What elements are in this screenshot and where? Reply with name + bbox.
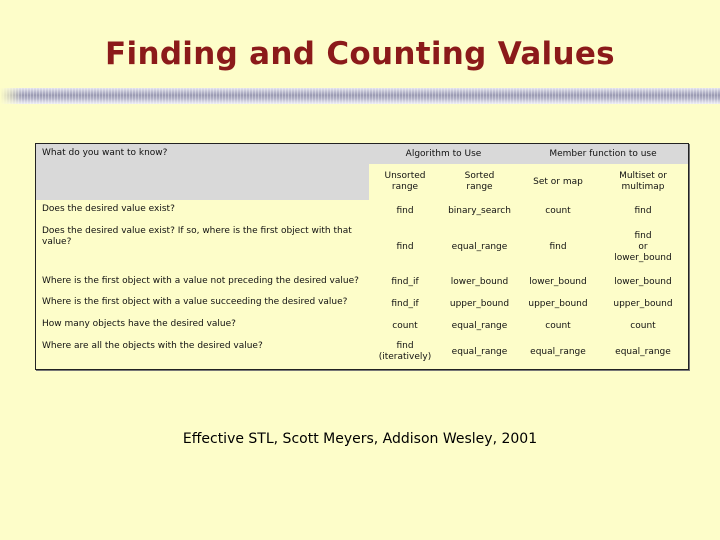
subheader-line: Unsorted bbox=[384, 171, 426, 181]
answer-cell bbox=[369, 337, 441, 367]
citation-footer: Effective STL, Scott Meyers, Addison Wesley, 2001 bbox=[182, 431, 538, 447]
answer-cell bbox=[369, 293, 441, 315]
slide-title: Finding and Counting Values bbox=[105, 36, 615, 72]
answer-cell bbox=[518, 315, 598, 337]
answer-line: find bbox=[396, 241, 414, 252]
answer-cell bbox=[441, 272, 518, 293]
question-cell: Does the desired value exist? bbox=[42, 204, 175, 214]
answer-cell bbox=[598, 337, 688, 367]
subheader-line: Sorted bbox=[464, 171, 495, 181]
answer-cell bbox=[518, 337, 598, 367]
answer-cell bbox=[441, 222, 518, 272]
answer-line: find_if bbox=[391, 298, 419, 309]
answer-line: count bbox=[545, 205, 571, 216]
answer-cell bbox=[598, 272, 688, 293]
subheader-cell bbox=[441, 164, 518, 200]
answer-line: upper_bound bbox=[449, 298, 510, 309]
table-row bbox=[36, 315, 688, 337]
table-row bbox=[36, 272, 688, 293]
answer-cell bbox=[441, 293, 518, 315]
table-row bbox=[36, 293, 688, 315]
answer-line: upper_bound bbox=[528, 298, 588, 309]
answer-cell bbox=[518, 272, 598, 293]
answer-line: find bbox=[396, 205, 414, 216]
answer-cell bbox=[598, 315, 688, 337]
answer-line: lower_bound bbox=[614, 252, 672, 263]
subheader-line: multimap bbox=[621, 182, 665, 192]
answer-cell bbox=[369, 315, 441, 337]
answer-cell bbox=[441, 200, 518, 222]
answer-cell bbox=[441, 315, 518, 337]
answer-cell bbox=[518, 222, 598, 272]
answer-cell bbox=[598, 222, 688, 272]
title-divider-fade bbox=[0, 88, 22, 104]
header-row bbox=[36, 144, 688, 164]
answer-line: count bbox=[545, 320, 571, 331]
answer-line: equal_range bbox=[451, 320, 508, 331]
answer-cell bbox=[598, 200, 688, 222]
subheader-cell bbox=[518, 164, 598, 200]
subheader-cell bbox=[369, 164, 441, 200]
answer-line: lower_bound bbox=[529, 277, 587, 287]
answer-line: find bbox=[396, 341, 414, 351]
answer-line: find bbox=[634, 205, 652, 216]
answer-line: equal_range bbox=[451, 241, 508, 252]
subheader-line: range bbox=[391, 182, 419, 192]
question-cell: Where are all the objects with the desired value? bbox=[42, 341, 263, 351]
answer-cell bbox=[369, 272, 441, 293]
subheader-line: Multiset or bbox=[619, 171, 667, 181]
answer-line: equal_range bbox=[451, 346, 508, 357]
subheader-line: Set or map bbox=[533, 176, 583, 187]
answer-line: find bbox=[634, 230, 652, 241]
subheader-line: range bbox=[466, 182, 493, 192]
answer-line: find_if bbox=[391, 277, 419, 287]
answer-line: binary_search bbox=[448, 205, 511, 216]
member-function-header: Member function to use bbox=[518, 144, 688, 164]
answer-line: equal_range bbox=[530, 346, 586, 357]
answer-line: (iteratively) bbox=[378, 352, 432, 362]
answer-cell bbox=[518, 293, 598, 315]
answer-cell bbox=[369, 222, 441, 272]
answer-line: lower_bound bbox=[450, 277, 509, 287]
answer-cell bbox=[598, 293, 688, 315]
answer-line: upper_bound bbox=[613, 298, 673, 309]
answer-line: count bbox=[630, 320, 656, 331]
question-cell: Where is the first object with a value succeeding the desired value? bbox=[42, 297, 348, 307]
answer-cell bbox=[441, 337, 518, 367]
answer-line: or bbox=[638, 241, 648, 252]
answer-cell bbox=[518, 200, 598, 222]
question-cell: Where is the first object with a value not preceding the desired value? bbox=[42, 276, 359, 286]
answer-line: equal_range bbox=[615, 346, 671, 357]
answer-line: find bbox=[549, 241, 567, 252]
title-divider-bar bbox=[0, 88, 720, 104]
answer-line: lower_bound bbox=[614, 277, 672, 287]
table-row bbox=[36, 337, 688, 367]
question-header: What do you want to know? bbox=[36, 144, 369, 200]
answer-line: count bbox=[392, 320, 418, 331]
lookup-table-grid bbox=[36, 144, 688, 367]
table-row bbox=[36, 200, 688, 222]
answer-cell bbox=[369, 200, 441, 222]
algorithm-header: Algorithm to Use bbox=[369, 144, 518, 164]
table-row bbox=[36, 222, 688, 272]
subheader-cell bbox=[598, 164, 688, 200]
question-cell: How many objects have the desired value? bbox=[42, 319, 236, 329]
lookup-table bbox=[35, 143, 689, 370]
question-cell: Does the desired value exist? If so, where is the first object with that value? bbox=[42, 226, 352, 247]
